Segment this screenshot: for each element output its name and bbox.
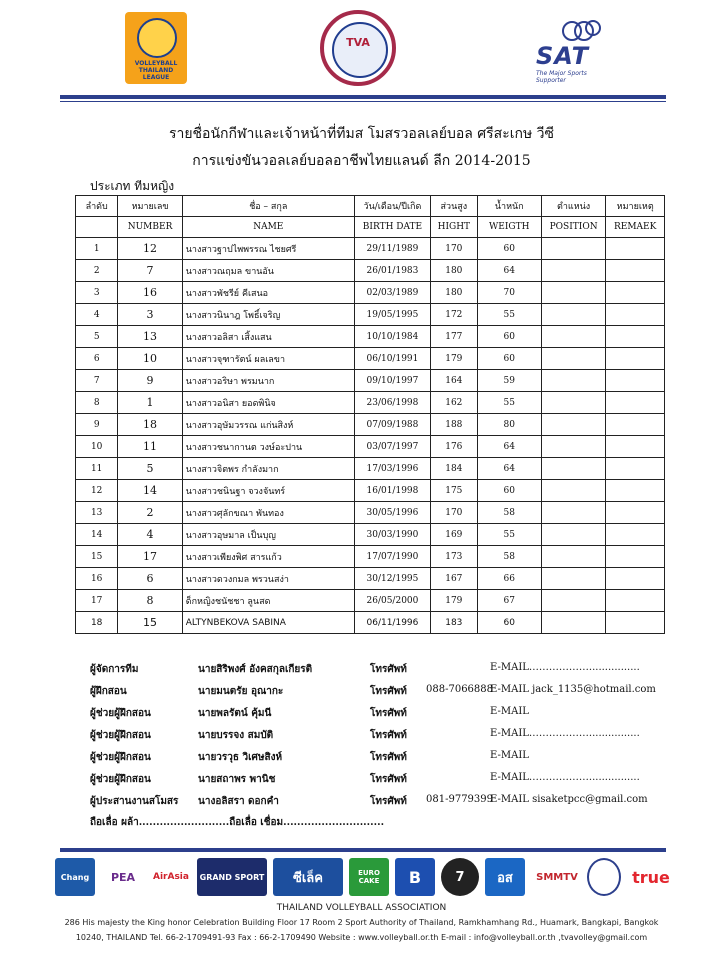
jersey-number-cell: 3 <box>118 304 182 326</box>
sponsor-grandsport-logo: GRAND SPORT <box>197 858 267 896</box>
height-cell: 170 <box>431 238 478 260</box>
sponsor-logos <box>55 858 675 900</box>
sat-logo-word: SAT <box>536 42 589 70</box>
weight-cell: 55 <box>477 524 541 546</box>
jersey-number-cell: 10 <box>118 348 182 370</box>
birth-date-cell: 16/01/1998 <box>354 480 430 502</box>
remark-cell <box>606 568 665 590</box>
jersey-number-cell: 5 <box>118 458 182 480</box>
jersey-number-cell: 9 <box>118 370 182 392</box>
staff-row <box>90 794 690 816</box>
birth-date-cell: 29/11/1989 <box>354 238 430 260</box>
weight-cell: 70 <box>477 282 541 304</box>
weight-cell: 55 <box>477 392 541 414</box>
sat-rings-icon <box>560 18 602 44</box>
table-row <box>76 524 665 546</box>
staff-email: E-MAIL………………................ <box>490 662 640 673</box>
header-cell <box>76 217 118 238</box>
table-row <box>76 348 665 370</box>
weight-cell: 80 <box>477 414 541 436</box>
jersey-number-cell: 1 <box>118 392 182 414</box>
weight-cell: 60 <box>477 348 541 370</box>
remark-cell <box>606 370 665 392</box>
staff-email: E-MAIL <box>490 750 529 761</box>
weight-cell: 64 <box>477 458 541 480</box>
document-subtitle: การแข่งขันวอลเลย์บอลอาชีพไทยแลนด์ ลีก 2014-2015 <box>192 153 531 169</box>
row-number-cell: 7 <box>76 370 118 392</box>
player-name-cell: ด็กหญิงชนัชชา ลูนสด <box>182 590 354 612</box>
birth-date-cell: 26/01/1983 <box>354 260 430 282</box>
sponsor-select-logo: ซีเล็ค <box>273 858 343 896</box>
table-row <box>76 590 665 612</box>
player-name-cell: นางสาวอริษา พรมนาก <box>182 370 354 392</box>
table-row <box>76 436 665 458</box>
footer-address-line2: 10240, THAILAND Tel. 66-2-1709491-93 Fax : 66-2-1709490 Website : www.volleyball.or.th E-mail : info@volleyball.or.th ,tvavolley@gmail.com <box>75 933 648 942</box>
player-name-cell: นางสาวศุลักขณา พันทอง <box>182 502 354 524</box>
header-cell: REMAEK <box>606 217 665 238</box>
birth-date-cell: 09/10/1997 <box>354 370 430 392</box>
height-cell: 183 <box>431 612 478 634</box>
position-cell <box>541 282 606 304</box>
header-cell: ลำดับ <box>76 196 118 217</box>
birth-date-cell: 06/11/1996 <box>354 612 430 634</box>
height-cell: 176 <box>431 436 478 458</box>
player-name-cell: นางสาวอุษมาล เป็นบุญ <box>182 524 354 546</box>
height-cell: 179 <box>431 590 478 612</box>
birth-date-cell: 06/10/1991 <box>354 348 430 370</box>
staff-phone-label: โทรศัพท์ <box>370 664 407 675</box>
jersey-number-cell: 16 <box>118 282 182 304</box>
staff-email: E-MAIL………………................ <box>490 772 640 783</box>
player-name-cell: นางสาวพัชรีย์ คีเสนอ <box>182 282 354 304</box>
position-cell <box>541 436 606 458</box>
remark-cell <box>606 590 665 612</box>
player-name-cell: นางสาวอนิสา ยอดพินิจ <box>182 392 354 414</box>
height-cell: 177 <box>431 326 478 348</box>
player-name-cell: นางสาวดวงกมล พรวนสง่า <box>182 568 354 590</box>
staff-role: ผู้ช่วยผู้ฝึกสอน <box>90 730 151 741</box>
footer-title: THAILAND VOLLEYBALL ASSOCIATION <box>276 903 447 913</box>
remark-cell <box>606 436 665 458</box>
volleyball-thailand-league-logo <box>125 12 187 84</box>
header-cell: วัน/เดือน/ปีเกิด <box>354 196 430 217</box>
weight-cell: 58 <box>477 546 541 568</box>
sponsor-seal-logo <box>587 858 621 896</box>
position-cell <box>541 502 606 524</box>
header-cell: หมายเหตุ <box>606 196 665 217</box>
footer-address-line1: 286 His majesty the King honor Celebration Building Floor 17 Room 2 Sport Authority of Thailand, Ramkhamhang Rd., Huamark, Bangkapi, Bangkok <box>64 918 659 927</box>
header-cell: BIRTH DATE <box>354 217 430 238</box>
sponsor-pea-logo: PEA <box>101 858 145 896</box>
height-cell: 184 <box>431 458 478 480</box>
table-row <box>76 282 665 304</box>
remark-cell <box>606 348 665 370</box>
jersey-number-cell: 17 <box>118 546 182 568</box>
weight-cell: 59 <box>477 370 541 392</box>
remark-cell <box>606 546 665 568</box>
remark-cell <box>606 260 665 282</box>
staff-row <box>90 684 690 706</box>
volleyball-icon <box>137 18 177 58</box>
header-rule <box>60 95 666 99</box>
row-number-cell: 6 <box>76 348 118 370</box>
position-cell <box>541 568 606 590</box>
weight-cell: 55 <box>477 304 541 326</box>
position-cell <box>541 238 606 260</box>
row-number-cell: 9 <box>76 414 118 436</box>
position-cell <box>541 590 606 612</box>
player-name-cell: นางสาวอลิสา เสิ้งแสน <box>182 326 354 348</box>
footer-rule <box>60 848 666 852</box>
header-cell: WEIGTH <box>477 217 541 238</box>
table-row <box>76 238 665 260</box>
staff-name: นายพลรัตน์ คุ้มนี <box>198 708 272 719</box>
player-name-cell: นางสาวจุฑารัตน์ ผลเลขา <box>182 348 354 370</box>
remark-cell <box>606 612 665 634</box>
roster-body <box>76 238 665 634</box>
position-cell <box>541 546 606 568</box>
table-row <box>76 502 665 524</box>
sponsor-b-logo: B <box>395 858 435 896</box>
jersey-number-cell: 18 <box>118 414 182 436</box>
staff-email: E-MAIL………………................ <box>490 728 640 739</box>
height-cell: 164 <box>431 370 478 392</box>
player-name-cell: นางสาวชนินฐา จวงจันทร์ <box>182 480 354 502</box>
table-row <box>76 568 665 590</box>
player-name-cell: นางสาวเพียงพิศ สารแก้ว <box>182 546 354 568</box>
weight-cell: 66 <box>477 568 541 590</box>
staff-phone-label: โทรศัพท์ <box>370 708 407 719</box>
remark-cell <box>606 238 665 260</box>
roster-table <box>75 195 665 634</box>
height-cell: 167 <box>431 568 478 590</box>
jersey-number-cell: 2 <box>118 502 182 524</box>
jersey-number-cell: 6 <box>118 568 182 590</box>
birth-date-cell: 23/06/1998 <box>354 392 430 414</box>
row-number-cell: 12 <box>76 480 118 502</box>
position-cell <box>541 260 606 282</box>
tva-logo-inner <box>332 22 388 78</box>
sat-logo <box>530 18 610 84</box>
row-number-cell: 10 <box>76 436 118 458</box>
jersey-number-cell: 4 <box>118 524 182 546</box>
remark-cell <box>606 502 665 524</box>
height-cell: 180 <box>431 282 478 304</box>
header-cell: ตำแหน่ง <box>541 196 606 217</box>
staff-role: ผู้ช่วยผู้ฝึกสอน <box>90 752 151 763</box>
row-number-cell: 15 <box>76 546 118 568</box>
staff-name: นายวรวุธ วิเศษสิงห์ <box>198 752 283 763</box>
row-number-cell: 4 <box>76 304 118 326</box>
jersey-number-cell: 13 <box>118 326 182 348</box>
table-row <box>76 260 665 282</box>
remark-cell <box>606 524 665 546</box>
jersey-number-cell: 12 <box>118 238 182 260</box>
table-row <box>76 304 665 326</box>
header-cell: HIGHT <box>431 217 478 238</box>
signature-line: ถือเลื่อ ผล้า..........................ถือเลื่อ เชื่อม............................. <box>90 817 385 828</box>
remark-cell <box>606 304 665 326</box>
player-name-cell: นางสาวชนากานต วงษ์อะปาน <box>182 436 354 458</box>
row-number-cell: 13 <box>76 502 118 524</box>
document-title: รายชื่อนักกีฬาและเจ้าหน้าที่ทีมส โมสรวอลเลย์บอล ศรีสะเกษ วีซี <box>168 126 555 142</box>
weight-cell: 60 <box>477 238 541 260</box>
header-cell: NAME <box>182 217 354 238</box>
sponsor-eurocake-logo: EURO CAKE <box>349 858 389 896</box>
staff-name: นางอลิสรา ดอกคำ <box>198 796 279 807</box>
tva-logo-text: TVA <box>346 36 370 49</box>
weight-cell: 60 <box>477 612 541 634</box>
birth-date-cell: 17/07/1990 <box>354 546 430 568</box>
weight-cell: 64 <box>477 436 541 458</box>
remark-cell <box>606 282 665 304</box>
table-header-row-english <box>76 217 665 238</box>
staff-row <box>90 662 690 684</box>
height-cell: 175 <box>431 480 478 502</box>
staff-phone-label: โทรศัพท์ <box>370 796 407 807</box>
position-cell <box>541 524 606 546</box>
jersey-number-cell: 11 <box>118 436 182 458</box>
sponsor-airasia-logo: AirAsia <box>151 858 191 896</box>
birth-date-cell: 03/07/1997 <box>354 436 430 458</box>
height-cell: 169 <box>431 524 478 546</box>
staff-email: E-MAIL sisaketpcc@gmail.com <box>490 794 648 805</box>
position-cell <box>541 392 606 414</box>
height-cell: 173 <box>431 546 478 568</box>
table-row <box>76 392 665 414</box>
sat-logo-tagline: The Major Sports Supporter <box>536 70 587 84</box>
player-name-cell: นางสาวนินาฎ โพธิ์เจริญ <box>182 304 354 326</box>
remark-cell <box>606 392 665 414</box>
birth-date-cell: 19/05/1995 <box>354 304 430 326</box>
weight-cell: 60 <box>477 326 541 348</box>
staff-row <box>90 750 690 772</box>
staff-name: นายสถาพร พานิช <box>198 774 276 785</box>
staff-list <box>90 662 690 816</box>
table-row <box>76 458 665 480</box>
player-name-cell: นางสาวจิตพร กำลังมาก <box>182 458 354 480</box>
birth-date-cell: 10/10/1984 <box>354 326 430 348</box>
sponsor-os-logo: อส <box>485 858 525 896</box>
header-cell: NUMBER <box>118 217 182 238</box>
staff-role: ผู้ช่วยผู้ฝึกสอน <box>90 774 151 785</box>
height-cell: 170 <box>431 502 478 524</box>
height-cell: 180 <box>431 260 478 282</box>
staff-phone-number: 088-7066888 <box>426 684 494 695</box>
birth-date-cell: 30/12/1995 <box>354 568 430 590</box>
staff-row <box>90 772 690 794</box>
logo-left-text: VOLLEYBALL THAILAND LEAGUE <box>134 60 178 81</box>
staff-phone-label: โทรศัพท์ <box>370 686 407 697</box>
tva-logo <box>320 10 396 86</box>
table-row <box>76 612 665 634</box>
jersey-number-cell: 8 <box>118 590 182 612</box>
header-cell: หมายเลข <box>118 196 182 217</box>
position-cell <box>541 304 606 326</box>
remark-cell <box>606 458 665 480</box>
staff-role: ผู้ประสานงานสโมสร <box>90 796 179 807</box>
staff-role: ผู้ฝึกสอน <box>90 686 127 697</box>
position-cell <box>541 348 606 370</box>
staff-role: ผู้ช่วยผู้ฝึกสอน <box>90 708 151 719</box>
weight-cell: 67 <box>477 590 541 612</box>
sponsor-ch7-logo: 7 <box>441 858 479 896</box>
staff-phone-label: โทรศัพท์ <box>370 752 407 763</box>
birth-date-cell: 30/05/1996 <box>354 502 430 524</box>
header-cell: น้ำหนัก <box>477 196 541 217</box>
jersey-number-cell: 14 <box>118 480 182 502</box>
remark-cell <box>606 326 665 348</box>
category-label: ประเภท ทีมหญิง <box>90 179 175 193</box>
birth-date-cell: 26/05/2000 <box>354 590 430 612</box>
table-row <box>76 414 665 436</box>
table-row <box>76 370 665 392</box>
player-name-cell: ALTYNBEKOVA SABINA <box>182 612 354 634</box>
sponsor-true-logo: true <box>627 858 675 896</box>
header-rule-thin <box>60 101 666 102</box>
row-number-cell: 11 <box>76 458 118 480</box>
height-cell: 162 <box>431 392 478 414</box>
birth-date-cell: 17/03/1996 <box>354 458 430 480</box>
remark-cell <box>606 414 665 436</box>
staff-row <box>90 706 690 728</box>
staff-name: นายมนตรัย อุณากะ <box>198 686 284 697</box>
weight-cell: 60 <box>477 480 541 502</box>
height-cell: 179 <box>431 348 478 370</box>
staff-phone-label: โทรศัพท์ <box>370 730 407 741</box>
position-cell <box>541 612 606 634</box>
row-number-cell: 3 <box>76 282 118 304</box>
height-cell: 188 <box>431 414 478 436</box>
player-name-cell: นางสาวอุษัมวรรณ แก่นสิงห์ <box>182 414 354 436</box>
staff-name: นายบรรจง สมบัติ <box>198 730 274 741</box>
table-row <box>76 480 665 502</box>
table-header-row-thai <box>76 196 665 217</box>
staff-email: E-MAIL <box>490 706 529 717</box>
row-number-cell: 18 <box>76 612 118 634</box>
row-number-cell: 17 <box>76 590 118 612</box>
row-number-cell: 8 <box>76 392 118 414</box>
birth-date-cell: 30/03/1990 <box>354 524 430 546</box>
staff-phone-number: 081-9779399 <box>426 794 494 805</box>
staff-email: E-MAIL jack_1135@hotmail.com <box>490 684 656 695</box>
birth-date-cell: 02/03/1989 <box>354 282 430 304</box>
row-number-cell: 5 <box>76 326 118 348</box>
table-row <box>76 546 665 568</box>
header-cell: POSITION <box>541 217 606 238</box>
row-number-cell: 2 <box>76 260 118 282</box>
table-row <box>76 326 665 348</box>
birth-date-cell: 07/09/1988 <box>354 414 430 436</box>
staff-name: นายสิริพงศ์ อังคสกุลเกียรติ <box>198 664 313 675</box>
player-name-cell: นางสาวฐาปไพพรรณ ไชยศรี <box>182 238 354 260</box>
staff-role: ผู้จัดการทีม <box>90 664 139 675</box>
remark-cell <box>606 480 665 502</box>
jersey-number-cell: 7 <box>118 260 182 282</box>
header-cell: ส่วนสูง <box>431 196 478 217</box>
staff-phone-label: โทรศัพท์ <box>370 774 407 785</box>
position-cell <box>541 326 606 348</box>
position-cell <box>541 480 606 502</box>
sponsor-smmtv-logo: SMMTV <box>531 858 583 896</box>
jersey-number-cell: 15 <box>118 612 182 634</box>
sponsor-chang-logo: Chang <box>55 858 95 896</box>
row-number-cell: 16 <box>76 568 118 590</box>
position-cell <box>541 458 606 480</box>
row-number-cell: 14 <box>76 524 118 546</box>
staff-row <box>90 728 690 750</box>
row-number-cell: 1 <box>76 238 118 260</box>
player-name-cell: นางสาวณฤมล ขานอัน <box>182 260 354 282</box>
position-cell <box>541 414 606 436</box>
weight-cell: 58 <box>477 502 541 524</box>
position-cell <box>541 370 606 392</box>
header-cell: ชื่อ – สกุล <box>182 196 354 217</box>
weight-cell: 64 <box>477 260 541 282</box>
height-cell: 172 <box>431 304 478 326</box>
